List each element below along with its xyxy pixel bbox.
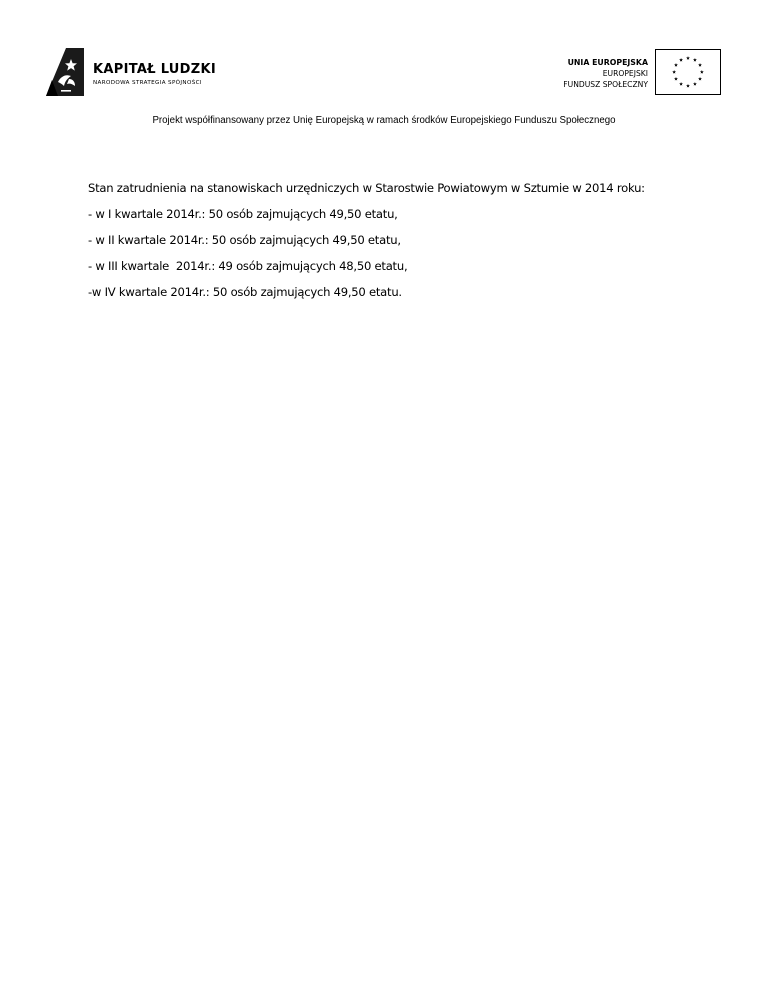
kapital-ludzki-logo-icon: [44, 46, 84, 96]
eu-fund-line1: EUROPEJSKI: [602, 69, 648, 78]
list-item: - w II kwartale 2014r.: 50 osób zajmujących 49,50 etatu,: [88, 233, 401, 247]
document-header: [0, 0, 768, 140]
kapital-ludzki-subtitle: NARODOWA STRATEGIA SPÓJNOŚCI: [93, 80, 202, 86]
document-body: [88, 181, 728, 311]
eu-flag-icon: [655, 49, 721, 95]
eu-star-icon: [686, 56, 690, 60]
kapital-ludzki-wordmark: [93, 63, 216, 87]
list-item: - w I kwartale 2014r.: 50 osób zajmujących 49,50 etatu,: [88, 207, 398, 221]
eu-star-icon: [700, 70, 704, 74]
kapital-ludzki-title: KAPITAŁ LUDZKI: [93, 62, 216, 77]
eu-union-label: UNIA EUROPEJSKA: [567, 58, 648, 67]
eu-wordmark: [563, 57, 648, 90]
list-item: -w IV kwartale 2014r.: 50 osób zajmujących 49,50 etatu.: [88, 285, 402, 299]
eu-star-icon: [679, 58, 683, 62]
eu-star-icon: [679, 82, 683, 86]
eu-star-icon: [686, 84, 690, 88]
eu-star-icon: [672, 70, 676, 74]
eu-star-icon: [693, 58, 697, 62]
list-item: - w III kwartale 2014r.: 49 osób zajmujących 48,50 etatu,: [88, 259, 408, 273]
eu-star-icon: [698, 63, 702, 67]
eu-star-icon: [674, 63, 678, 67]
document-intro: Stan zatrudnienia na stanowiskach urzędniczych w Starostwie Powiatowym w Sztumie w 2014 roku:: [88, 181, 645, 195]
eu-fund-line2: FUNDUSZ SPOŁECZNY: [563, 80, 648, 89]
eu-star-icon: [693, 82, 697, 86]
eu-star-icon: [698, 77, 702, 81]
project-cofinancing-note: Projekt współfinansowany przez Unię Europejską w ramach środków Europejskiego Funduszu Społecznego: [152, 115, 616, 126]
eu-star-icon: [674, 77, 678, 81]
